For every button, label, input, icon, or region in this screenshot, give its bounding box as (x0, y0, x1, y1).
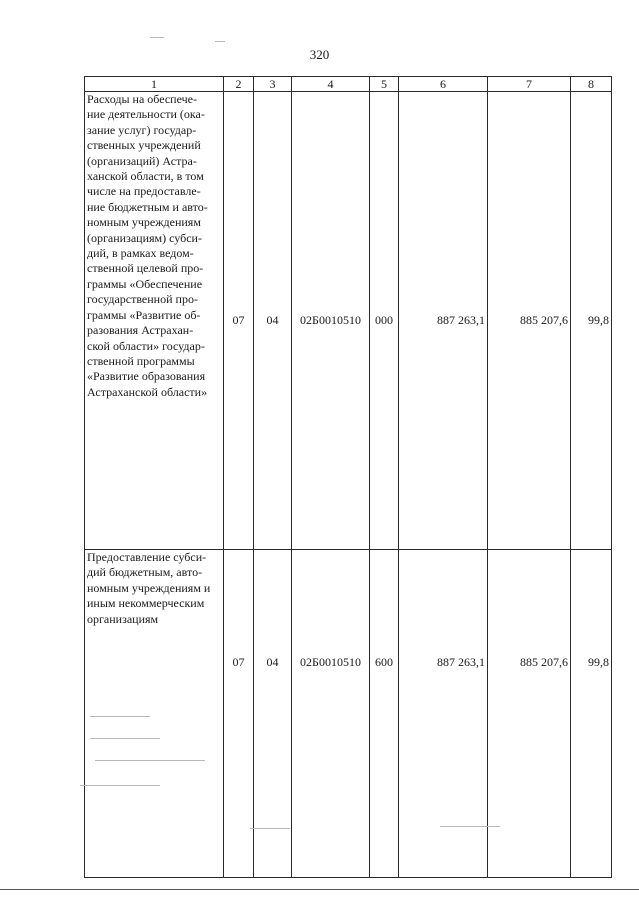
section-code: 07 (224, 550, 254, 878)
planned-amount: 887 263,1 (399, 92, 488, 550)
scan-speck (150, 37, 164, 38)
table-header-row (85, 77, 612, 92)
subsection-code: 04 (254, 550, 292, 878)
scan-speck (215, 41, 225, 42)
budget-table (84, 76, 612, 878)
executed-amount: 885 207,6 (488, 92, 571, 550)
execution-percent: 99,8 (571, 550, 612, 878)
row-description-cell (85, 550, 224, 878)
scan-speck (95, 760, 205, 761)
target-article-code: 02Б0010510 (292, 92, 370, 550)
column-header: 3 (254, 77, 292, 92)
column-header: 2 (224, 77, 254, 92)
column-header: 1 (85, 77, 224, 92)
page-number: 320 (309, 47, 330, 62)
section-code: 07 (224, 92, 254, 550)
target-article-code: 02Б0010510 (292, 550, 370, 878)
expense-type-code: 000 (370, 92, 399, 550)
execution-percent: 99,8 (571, 92, 612, 550)
subsection-code: 04 (254, 92, 292, 550)
column-header: 4 (292, 77, 370, 92)
executed-amount: 885 207,6 (488, 550, 571, 878)
row-description: Расходы на обеспече- ние деятельности (ока- зание услуг) государ- ственных учреждений (организаций) Астра- ханской области, в том числе на предоставле- ние бюджетным и авто- номным учреждениям (организациям) субси- дий, в рамках ведом- ственной целевой про- граммы «Обеспечение государственной про- граммы «Развитие об- разования Астрахан- ской области» государ- ственной программы «Развитие образования Астраханской области» (87, 92, 208, 399)
scan-speck (90, 738, 160, 739)
bottom-rule (0, 889, 639, 890)
table-row (85, 550, 612, 878)
column-header: 8 (571, 77, 612, 92)
scan-speck (80, 785, 160, 786)
scan-speck (440, 826, 500, 827)
column-header: 5 (370, 77, 399, 92)
expense-type-code: 600 (370, 550, 399, 878)
scan-speck (250, 828, 290, 829)
scan-speck (90, 716, 150, 717)
table-row (85, 92, 612, 550)
planned-amount: 887 263,1 (399, 550, 488, 878)
column-header: 7 (488, 77, 571, 92)
column-header: 6 (399, 77, 488, 92)
row-description-cell (85, 92, 224, 550)
row-description: Предоставление субси- дий бюджетным, авто- номным учреждениям и иным некоммерческим организациям (87, 550, 211, 626)
